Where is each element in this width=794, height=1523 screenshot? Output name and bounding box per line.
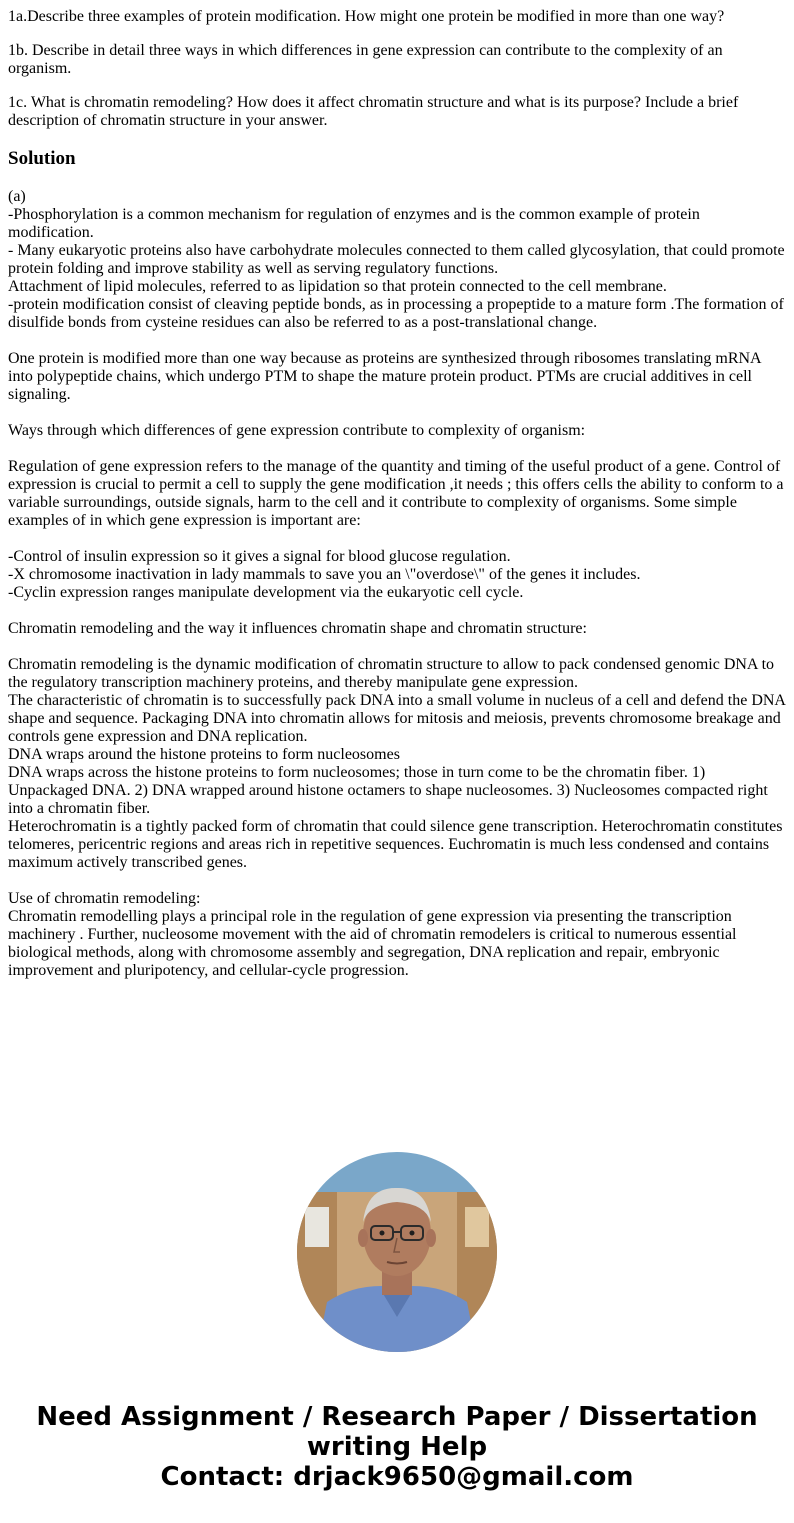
answer-blank-line — [8, 332, 788, 350]
answer-blank-line — [8, 440, 788, 458]
answer-line: DNA wraps across the histone proteins to form nucleosomes; those in turn come to be the chromatin fiber. 1) Unpackaged DNA. 2) DNA wrapped around histone octamers to shape nucleosomes. 3) Nucleosomes compacted right into a chromatin fiber. — [8, 764, 768, 817]
answer-blank-line — [8, 872, 788, 890]
answer-line: -Control of insulin expression so it gives a signal for blood glucose regulation. — [8, 548, 511, 565]
answer-line: Chromatin remodelling plays a principal role in the regulation of gene expression via presenting the transcription machinery . Further, nucleosome movement with the aid of chromatin remodelers is critical to numerous essential biological methods, along with chromosome assembly and segregation, DNA replication and repair, embryonic improvement and pluripotency, and cellular-cycle progression. — [8, 908, 737, 979]
answer-line: Ways through which differences of gene expression contribute to complexity of organism: — [8, 422, 586, 439]
answer-line: -protein modification consist of cleaving peptide bonds, as in processing a propeptide to a mature form .The formation of disulfide bonds from cysteine residues can also be referred to as a post-translational change. — [8, 296, 784, 331]
question-1b: 1b. Describe in detail three ways in which differences in gene expression can contribute to the complexity of an organism. — [8, 42, 723, 77]
footer-contact-banner — [0, 1402, 794, 1492]
question-1a: 1a.Describe three examples of protein modification. How might one protein be modified in more than one way? — [8, 8, 725, 25]
answer-line: -Cyclin expression ranges manipulate development via the eukaryotic cell cycle. — [8, 584, 524, 601]
answer-blank-line — [8, 638, 788, 656]
answer-blank-line — [8, 530, 788, 548]
answer-line: -Phosphorylation is a common mechanism for regulation of enzymes and is the common example of protein modification. — [8, 206, 700, 241]
question-1c: 1c. What is chromatin remodeling? How does it affect chromatin structure and what is its purpose? Include a brief description of chromatin structure in your answer. — [8, 94, 739, 129]
author-photo — [297, 1152, 497, 1352]
answer-line: -X chromosome inactivation in lady mammals to save you an \"overdose\" of the genes it includes. — [8, 566, 641, 583]
footer-line-3: Contact: drjack9650@gmail.com — [160, 1462, 634, 1492]
answer-blank-line — [8, 602, 788, 620]
answer-line: Heterochromatin is a tightly packed form of chromatin that could silence gene transcription. Heterochromatin constitutes telomeres, pericentric regions and areas rich in repetitive sequences. Euchromatin is much less condensed and contains maximum actively transcribed genes. — [8, 818, 783, 871]
answer-blank-line — [8, 404, 788, 422]
answer-line: DNA wraps around the histone proteins to form nucleosomes — [8, 746, 400, 763]
footer-line-2: writing Help — [306, 1432, 488, 1462]
answer-line: Regulation of gene expression refers to the manage of the quantity and timing of the useful product of a gene. Control of expression is crucial to permit a cell to supply the gene modification ,it needs ; this offers cells the ability to conform to a variable surroundings, outside signals, harm to the cell and it contribute to complexity of organisms. Some simple examples of in which gene expression is important are: — [8, 458, 784, 529]
solution-answer — [8, 188, 788, 980]
answer-line: Use of chromatin remodeling: — [8, 890, 201, 907]
footer-line-1: Need Assignment / Research Paper / Dissertation — [36, 1402, 758, 1432]
answer-line: The characteristic of chromatin is to successfully pack DNA into a small volume in nucleus of a cell and defend the DNA shape and sequence. Packaging DNA into chromatin allows for mitosis and meiosis, prevents chromosome breakage and controls gene expression and DNA replication. — [8, 692, 786, 745]
solution-heading: Solution — [8, 148, 76, 169]
answer-line: (a) — [8, 188, 26, 205]
answer-line: Chromatin remodeling is the dynamic modification of chromatin structure to allow to pack condensed genomic DNA to the regulatory transcription machinery proteins, and thereby manipulate gene expression. — [8, 656, 775, 691]
author-portrait-image — [297, 1152, 497, 1352]
answer-line: - Many eukaryotic proteins also have carbohydrate molecules connected to them called glycosylation, that could promote protein folding and improve stability as well as serving regulatory functions. — [8, 242, 785, 277]
answer-line: Attachment of lipid molecules, referred to as lipidation so that protein connected to the cell membrane. — [8, 278, 667, 295]
document-body — [8, 8, 788, 980]
answer-line: One protein is modified more than one way because as proteins are synthesized through ribosomes translating mRNA into polypeptide chains, which undergo PTM to shape the mature protein product. PTMs are crucial additives in cell signaling. — [8, 350, 761, 403]
answer-line: Chromatin remodeling and the way it influences chromatin shape and chromatin structure: — [8, 620, 587, 637]
